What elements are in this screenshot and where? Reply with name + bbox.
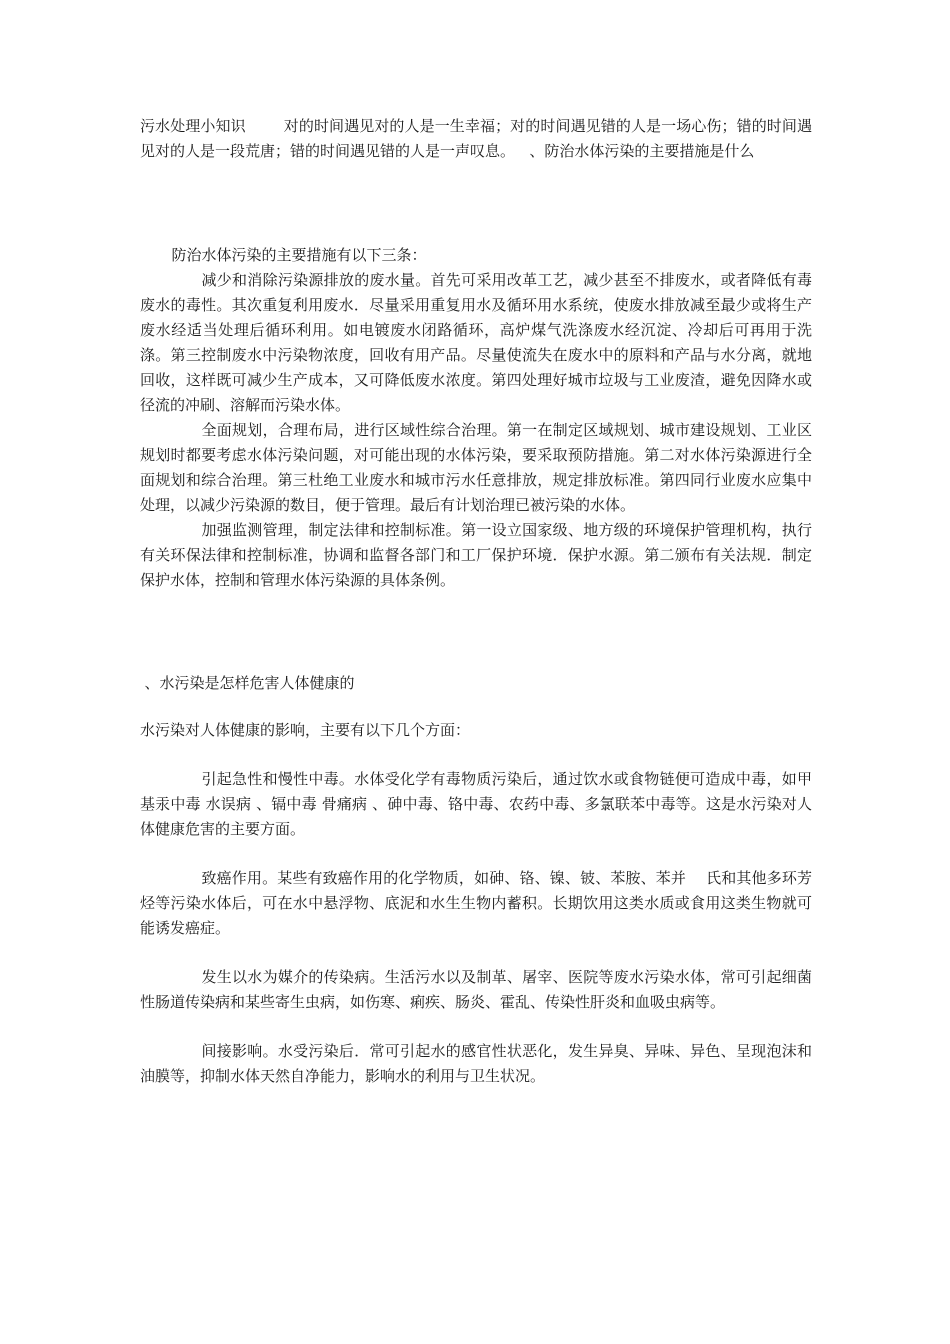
section2-intro: 水污染对人体健康的影响，主要有以下几个方面：	[140, 721, 471, 739]
opening-quote: 对的时间遇见对的人是一生幸福；对的时间遇见错的人是一场心伤；错的时间遇见对的人是一段荒唐；错的时间遇见错的人是一声叹息。	[140, 117, 812, 160]
question-2: 、水污染是怎样危害人体健康的	[144, 674, 355, 692]
section1-paragraph-1: 减少和消除污染源排放的废水量。首先可采用改革工艺，减少甚至不排废水，或者降低有毒废水的毒性。其次重复利用废水．尽量采用重复用水及循环用水系统，使废水排放减至最少或将生产废水经适当处理后循环利用。如电镀废水闭路循环，高炉煤气洗涤废水经沉淀、冷却后可再用于洗涤。第三控制废水中污染物浓度，回收有用产品。尽量使流失在废水中的原料和产品与水分离，就地回收，这样既可减少生产成本，又可降低废水浓度。第四处理好城市垃圾与工业废渣，避免因降水或径流的冲刷、溶解而污染水体。	[140, 271, 812, 414]
doc-title: 污水处理小知识	[140, 117, 246, 135]
section1-intro: 防治水体污染的主要措施有以下三条：	[171, 246, 427, 264]
section2-paragraph-3: 发生以水为媒介的传染病。生活污水以及制革、屠宰、医院等废水污染水体，常可引起细菌性肠道传染病和某些寄生虫病，如伤寒、痢疾、肠炎、霍乱、传染性肝炎和血吸虫病等。	[140, 968, 812, 1011]
section1-paragraph-3: 加强监测管理，制定法律和控制标准。第一设立国家级、地方级的环境保护管理机构，执行有关环保法律和控制标准，协调和监督各部门和工厂保护环境．保护水源。第二颁布有关法规．制定保护水体，控制和管理水体污染源的具体条例。	[140, 521, 812, 589]
question-1: 、防治水体污染的主要措施是什么	[529, 142, 755, 160]
header-paragraph	[140, 114, 812, 189]
section2-paragraph-4: 间接影响。水受污染后．常可引起水的感官性状恶化，发生异臭、异味、异色、呈现泡沫和油膜等，抑制水体天然自净能力，影响水的利用与卫生状况。	[140, 1042, 812, 1085]
section2-paragraph-2: 致癌作用。某些有致癌作用的化学物质，如砷、铬、镍、铍、苯胺、苯并 氏和其他多环芳烃等污染水体后，可在水中悬浮物、底泥和水生生物内蓄积。长期饮用这类水质或食用这类生物就可能诱发癌症。	[140, 869, 812, 937]
document-page	[140, 114, 812, 1089]
section1-paragraph-2: 全面规划，合理布局，进行区域性综合治理。第一在制定区域规划、城市建设规划、工业区规划时都要考虑水体污染问题，对可能出现的水体污染，要采取预防措施。第二对水体污染源进行全面规划和综合治理。第三杜绝工业废水和城市污水任意排放，规定排放标准。第四同行业废水应集中处理，以减少污染源的数目，便于管理。最后有计划治理已被污染的水体。	[140, 421, 812, 514]
section2-paragraph-1: 引起急性和慢性中毒。水体受化学有毒物质污染后，通过饮水或食物链便可造成中毒，如甲基汞中毒 水误病 、镉中毒 骨痛病 、砷中毒、铬中毒、农药中毒、多氯联苯中毒等。这是水污染对人体健康危害的主要方面。	[140, 770, 812, 838]
